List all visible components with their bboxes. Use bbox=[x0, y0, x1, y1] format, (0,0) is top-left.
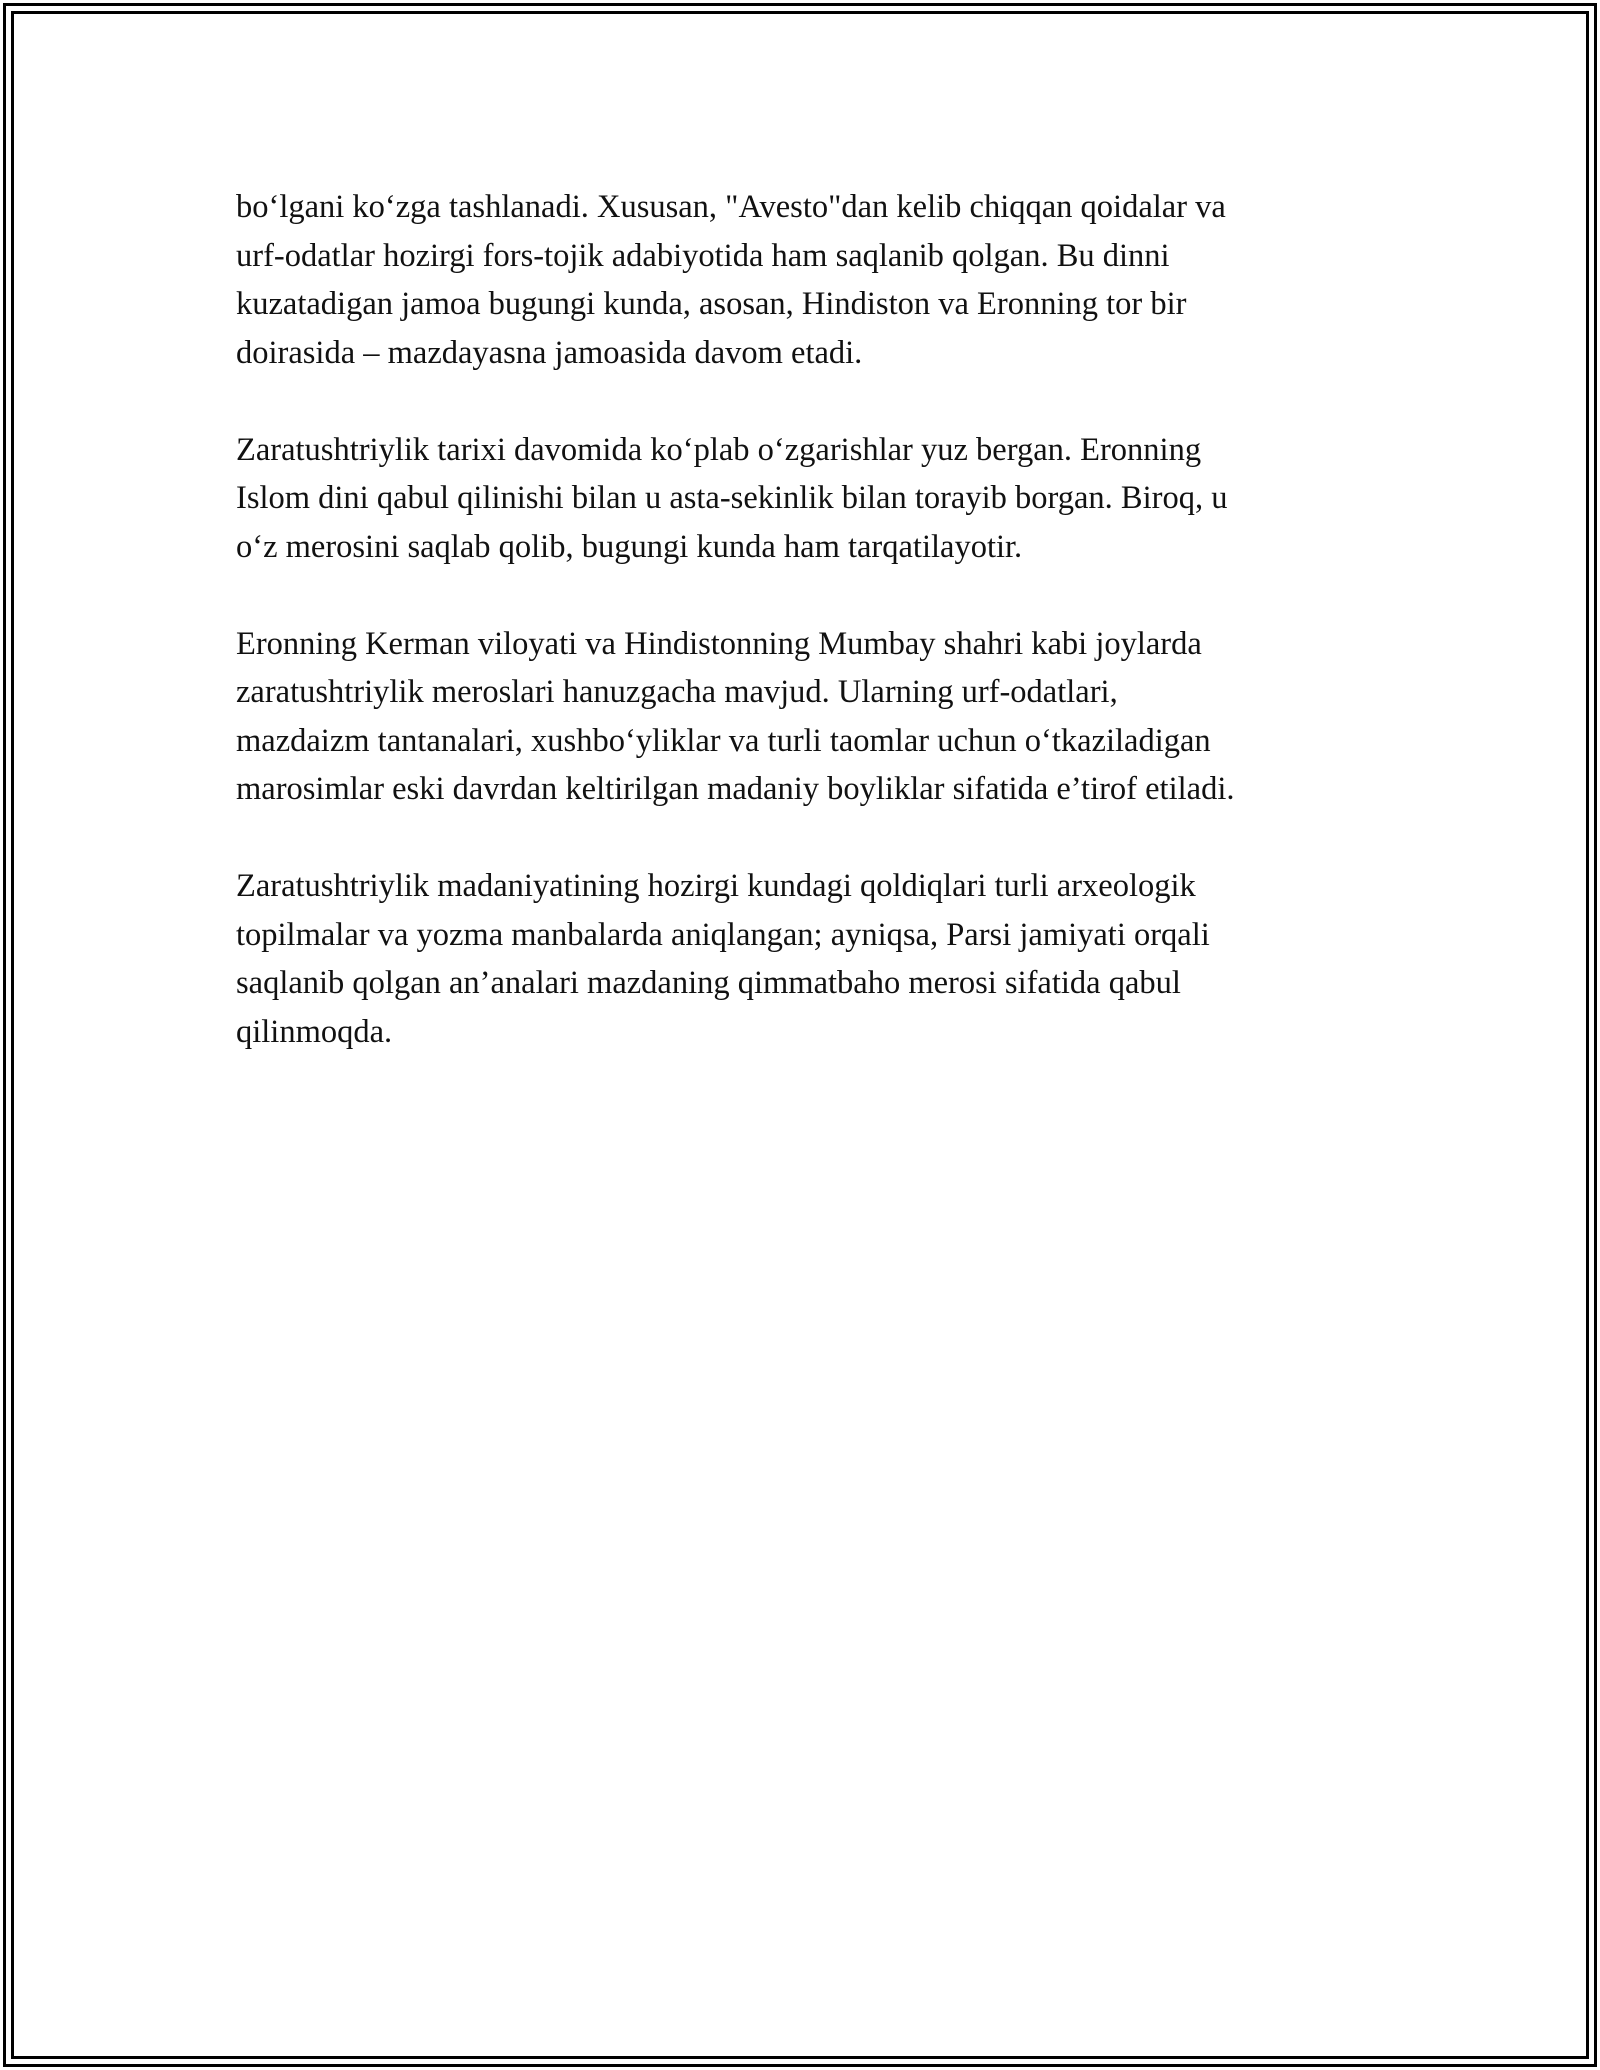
text-line: topilmalar va yozma manbalarda aniqlangan; ayniqsa, Parsi jamiyati orqali bbox=[236, 916, 1210, 953]
text-line: kuzatadigan jamoa bugungi kunda, asosan, Hindiston va Eronning tor bir bbox=[236, 286, 1187, 322]
paragraph-3 bbox=[236, 620, 1376, 814]
text-line: Zaratushtriylik madaniyatining hozirgi kundagi qoldiqlari turli arxeologik bbox=[236, 868, 1196, 904]
text-line: Eronning Kerman viloyati va Hindistonning Mumbay shahri kabi joylarda bbox=[236, 625, 1202, 662]
text-line: qilinmoqda. bbox=[236, 1013, 393, 1050]
text-line: doirasida – mazdayasna jamoasida davom etadi. bbox=[236, 334, 863, 371]
text-line: Islom dini qabul qilinishi bilan u asta-sekinlik bilan torayib borgan. Biroq, u bbox=[236, 480, 1228, 516]
text-line: urf-odatlar hozirgi fors-tojik adabiyotida ham saqlanib qolgan. Bu dinni bbox=[236, 237, 1170, 274]
paragraph-4 bbox=[236, 862, 1376, 1056]
document-body bbox=[236, 183, 1376, 1105]
text-line: marosimlar eski davrdan keltirilgan madaniy boyliklar sifatida e’tirof etiladi. bbox=[236, 771, 1235, 807]
text-line: Zaratushtriylik tarixi davomida ko‘plab o‘zgarishlar yuz bergan. Eronning bbox=[236, 431, 1202, 468]
paragraph-1 bbox=[236, 183, 1376, 377]
text-line: mazdaizm tantanalari, xushbo‘yliklar va turli taomlar uchun o‘tkaziladigan bbox=[236, 722, 1211, 759]
text-line: saqlanib qolgan an’analari mazdaning qimmatbaho merosi sifatida qabul bbox=[236, 965, 1181, 1001]
paragraph-2 bbox=[236, 426, 1376, 572]
text-line: o‘z merosini saqlab qolib, bugungi kunda ham tarqatilayotir. bbox=[236, 528, 1023, 565]
text-line: bo‘lgani ko‘zga tashlanadi. Xususan, "Avesto"dan kelib chiqqan qoidalar va bbox=[236, 189, 1226, 225]
text-line: zaratushtriylik meroslari hanuzgacha mavjud. Ularning urf-odatlari, bbox=[236, 674, 1118, 710]
